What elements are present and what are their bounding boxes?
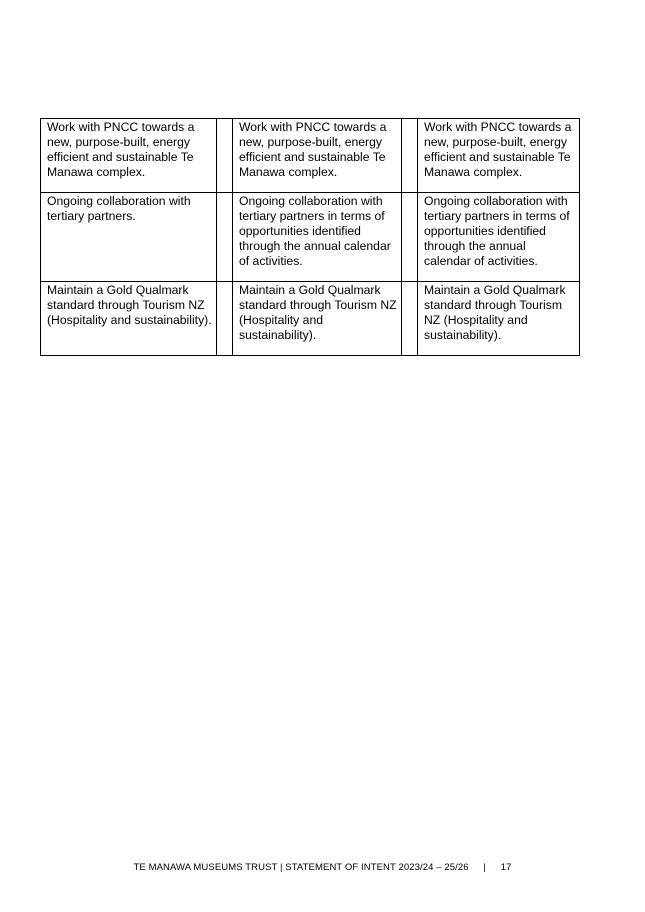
table-cell: Maintain a Gold Qualmark standard through Tourism NZ (Hospitality and sustainability). xyxy=(418,282,580,356)
footer-title: TE MANAWA MUSEUMS TRUST | STATEMENT OF INTENT 2023/24 – 25/26 xyxy=(133,862,469,873)
spacer-cell xyxy=(402,193,418,282)
spacer-cell xyxy=(217,119,233,193)
table-cell: Work with PNCC towards a new, purpose-built, energy efficient and sustainable Te Manawa complex. xyxy=(418,119,580,193)
table-cell: Ongoing collaboration with tertiary partners in terms of opportunities identified through the annual calendar of activities. xyxy=(233,193,402,282)
table-row xyxy=(41,193,580,282)
table-row xyxy=(41,282,580,356)
table-cell: Work with PNCC towards a new, purpose-built, energy efficient and sustainable Te Manawa complex. xyxy=(41,119,217,193)
objectives-table xyxy=(40,118,580,356)
table-cell: Ongoing collaboration with tertiary partners in terms of opportunities identified through the annual calendar of activities. xyxy=(418,193,580,282)
spacer-cell xyxy=(217,193,233,282)
spacer-cell xyxy=(217,282,233,356)
spacer-cell xyxy=(402,282,418,356)
table-cell: Maintain a Gold Qualmark standard through Tourism NZ (Hospitality and sustainability). xyxy=(233,282,402,356)
table-row xyxy=(41,119,580,193)
footer-separator: | xyxy=(483,862,486,873)
table-cell: Maintain a Gold Qualmark standard through Tourism NZ (Hospitality and sustainability). xyxy=(41,282,217,356)
table-cell: Work with PNCC towards a new, purpose-built, energy efficient and sustainable Te Manawa complex. xyxy=(233,119,402,193)
spacer-cell xyxy=(402,119,418,193)
page-footer xyxy=(0,862,645,873)
table-cell: Ongoing collaboration with tertiary partners. xyxy=(41,193,217,282)
page-number: 17 xyxy=(500,862,512,873)
